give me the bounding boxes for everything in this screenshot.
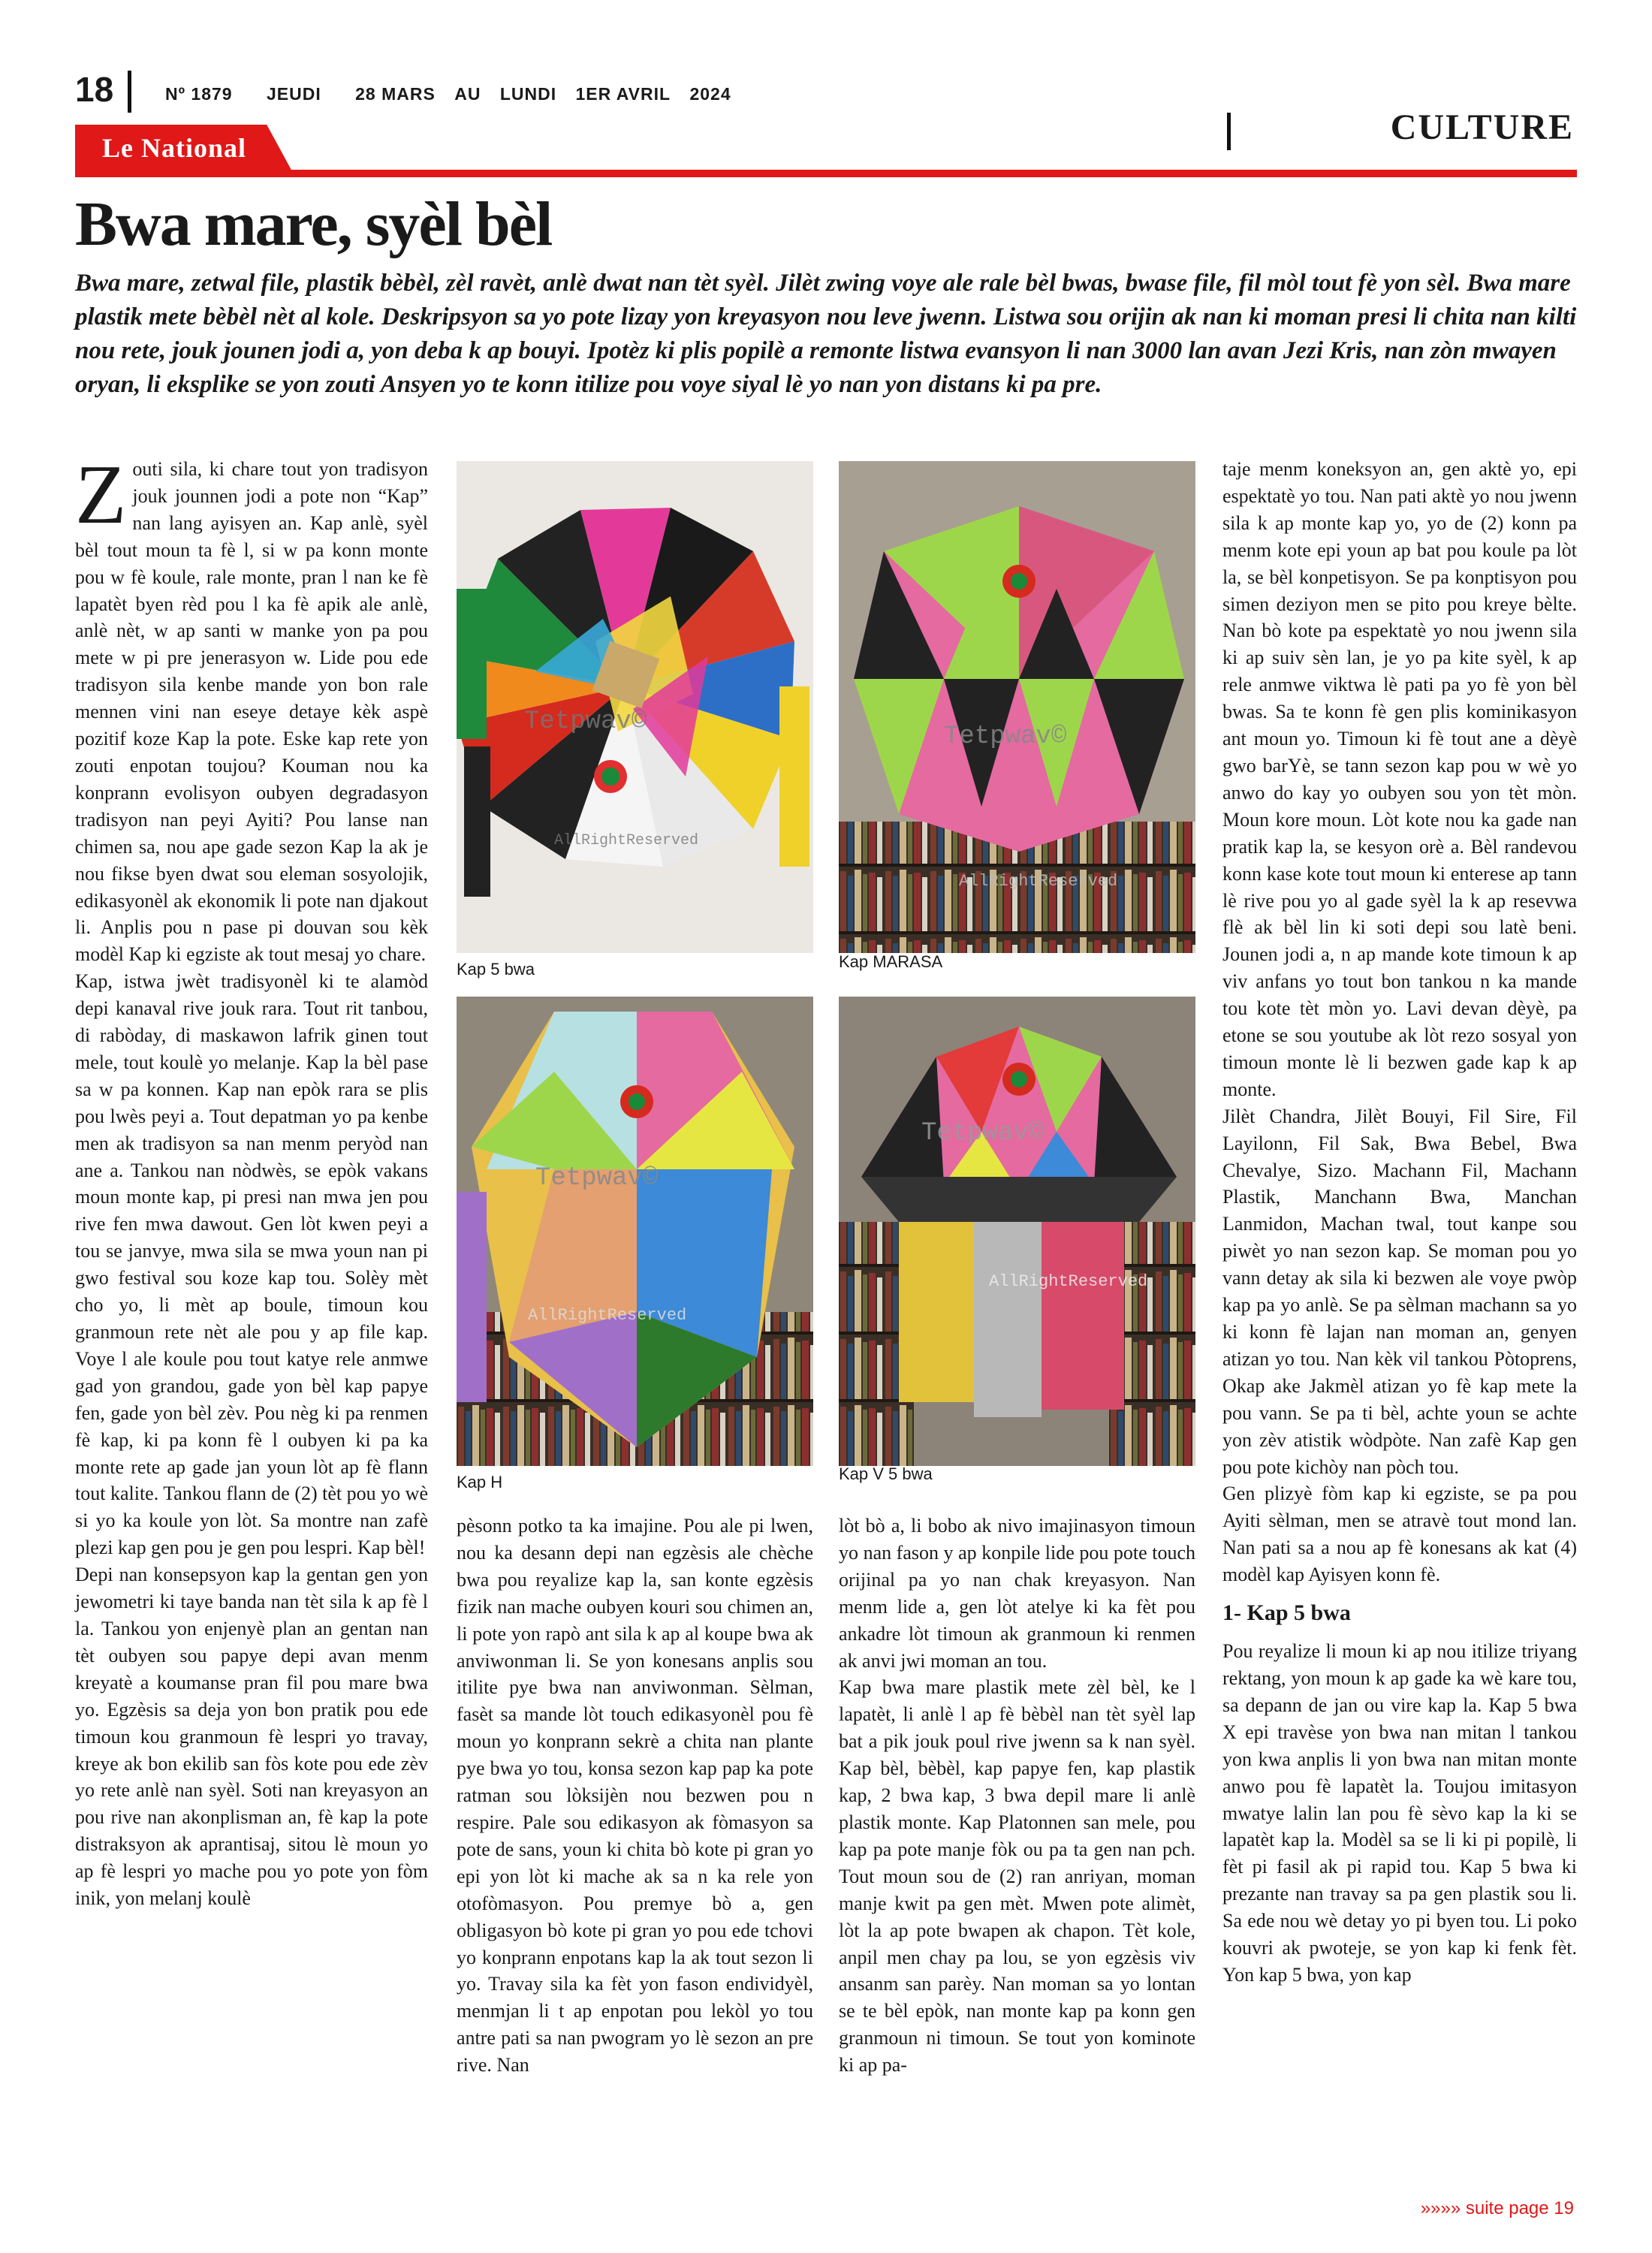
article-column-2 bbox=[457, 1513, 813, 2079]
header-rule bbox=[75, 170, 1577, 177]
issue-date-connector: AU bbox=[454, 84, 481, 104]
photo-watermark: Tetpwav© bbox=[921, 1119, 1045, 1148]
section-title: CULTURE bbox=[1390, 107, 1574, 147]
article-column-3 bbox=[839, 1513, 1195, 2079]
paragraph: Jilèt Chandra, Jilèt Bouyi, Fil Sire, Fil Layilonn, Fil Sak, Bwa Bebel, Bwa Chevalye, Sizo. Machann Fil, Machann Plastik, Manchann Bwa, Manchan Lanmidon, Machan twal, tout kanpe sou piwèt yo nan sezon kap. Se moman pou yo vann detay ak sila ki bezwen ale voye pwòp kap pa yo anlè. Se pa sèlman machann sa yo ki konn fè lajan nan moman an, genyen atizan yo tou. Nan kèk vil tankou Pòtoprens, Okap ake Jakmèl atizan yo fè kap mete la pou vann. Se pa ti bèl, achte youn se achte yon zèv atistik wòdpòte. Nan zafè Kap gen pou pote kichòy nan pòch tou. bbox=[1222, 1105, 1577, 1478]
page-number: 18 bbox=[75, 70, 114, 109]
issue-year: 2024 bbox=[689, 84, 731, 104]
subheading: 1- Kap 5 bwa bbox=[1222, 1600, 1351, 1626]
paragraph: Depi nan konsepsyon kap la gentan gen yon jewometri ki taye banda nan tèt sila k ap fè l la. Tankou yon enjenyè plan an gentan nan tèt oubyen sou papye depi avan menm kreyatè a koumanse pran fil pou mare bwa yo. Egzèsis sa deja yon bon pratik pou ede timoun kou granmoun fè lespri yo travay, kreye ak bon ekilib san fòs kote pou ede zèv yo rete anlè nan syèl. Soti nan kreyasyon an pou rive nan akonplisman an, fè kap la pote distraksyon ak aprantisaj, sitou lè moun yo ap fè lespri yo mache pou yo pote yon fòm inik, yon melanj koulè bbox=[75, 1564, 428, 1910]
drop-cap: Z bbox=[75, 448, 127, 541]
photo-kap-h bbox=[457, 997, 813, 1466]
issue-date-end: 1ER AVRIL bbox=[575, 84, 671, 104]
photo-watermark-secondary: AllRightReserved bbox=[554, 832, 699, 849]
photo-watermark: Tetpwav© bbox=[535, 1164, 659, 1193]
paragraph: Kap bwa mare plastik mete zèl bèl, ke l lapatèt, li anlè l ap fè bèbèl nan tèt syèl lap bat a pik jouk poul rive jwenn sa k nan syèl. Kap bèl, bèbèl, kap papye fen, kap plastik kap, 2 bwa kap, 3 bwa depil mare li anlè plastik monte. Kap Platonnen san mele, pou kap pa pote manje fòk ou pa ta gen nan pch. Tout moun sou de (2) ran anriyan, moman manje kwit pa gen mèt. Mwen pote alimèt, lòt la ap pote bwapen ak chapon. Tèt kole, anpil men chay pa lou, se yon egzèsis viv ansanm san parèy. Nan moman sa yo lontan se te bèl epòk, nan monte kap pa konn gen granmoun ni timoun. Se tout yon kominote ki ap pa- bbox=[839, 1676, 1195, 2077]
paragraph: lòt bò a, li bobo ak nivo imajinasyon timoun yo nan fason y ap konpile lide pou pote touch orijinal pa yo nan chak kreyasyon. Nan menm lide a, gen lòt atelye ki ka fèt pou ankadre lòt timoun ak granmoun ki renmen ak anvi jwi moman an tou. bbox=[839, 1515, 1195, 1672]
headline: Bwa mare, syèl bèl bbox=[75, 189, 552, 259]
photo-watermark-secondary: AllRightReserved bbox=[528, 1306, 687, 1325]
paragraph: Pou reyalize li moun ki ap nou itilize triyang rektang, yon moun k ap gade ka wè kare tou, sa depann de jan ou vire kap la. Kap 5 bwa X epi travèse yon bwa nan mitan l tankou yon kwa anplis li yon bwa nan mitan monte anwo pou fè lapatèt la. Toujou imitasyon mwatye lalin lan pou fè sèvo kap la ki se lapatèt kap la. Modèl sa se li ki pi popilè, li fèt pi fasil ak pi rapid tou. Kap 5 bwa ki prezante nan travay sa pa gen plastik sou li. Sa ede nou wè detay yo pi byen tou. Li poko kouvri ak pwoteje, se yon kap ki fenk fèt. Yon kap 5 bwa, yon kap bbox=[1222, 1640, 1577, 1986]
paragraph: outi sila, ki chare tout yon tradisyon jouk jounnen jodi a pote non “Kap” nan lang ayisyen an. Kap anlè, syèl bèl tout moun ta fè l, si w pa konn monte pou w fè koule, rale monte, pran l nan ke fè lapatèt byen rèd pou l ka fè apik ale anlè, anlè nèt, w ap santi w manke yon pa pou mete w pi pre jenerasyon w. Lide pou ede tradisyon sila kenbe mande yon bon rale mennen vini nan eseye detaye kèk aspè pozitif koze Kap la pote. Eske kap rete yon zouti enpotan toujou? Kouman nou ka konprann evolisyon oubyen degradasyon tradisyon nan peyi Ayiti? Pou lanse nan chimen sa, nou ape gade sezon Kap la ak je nou fikse byen dwat sou eleman sosyolojik, edikasyonèl ak ekonomik li pote nan djakout li. Anplis pou n pase pi douvan sou kèk modèl Kap ki egziste ak tout mesaj yo chare. bbox=[75, 458, 428, 966]
paragraph: Gen plizyè fòm kap ki egziste, se pa pou Ayiti sèlman, men se atravè tout mond lan. Nan pati sa a nou ap fè konesans ak kat (4) modèl kap Ayisyen konn fè. bbox=[1222, 1482, 1577, 1586]
header-divider bbox=[128, 71, 131, 113]
article-column-4 bbox=[1222, 456, 1577, 1989]
photo-watermark: Tetpwav© bbox=[524, 707, 647, 736]
issue-line bbox=[165, 84, 760, 104]
paragraph: taje menm koneksyon an, gen aktè yo, epi espektatè yo tou. Nan pati aktè yo nou jwenn sila k ap monte kap yo, yo de (2) konn pa menm kote epi youn ap bat pou koule pa lòt la, se bèl konpetisyon. Se pa konptisyon pou simen deziyon men se pito pou kreye bèlte. Nan bò kote pa espektatè yo nou jwenn sila ki ap suiv sèn lan, je yo pa kite syèl, k ap rele anmwe viktwa lè pati pa yo fè yon bèl bwas. Sa te konn fè gen plis kominikasyon ant moun yo. Timoun ki fè tout ane a dèyè gwo barYè, se tann sezon kap pou w wè yo anwo do kay yo oubyen sou yon tèt mòn. Moun kore moun. Lòt kote nou ka gade nan pratik kap la, se kesyon orè a. Bèl randevou konn kase kote tout moun ki enterese ap tann lè rive pou yo al gade syèl la k ap resevwa flè ak bèl lin ki soti depi sou latè beni. Jounen jodi a, n ap mande kote timoun k ap viv anfans yo tout bon tankou n ka mande tou kote tèt mòn yo. Lavi devan dèyè, pa etone se sou youtube ak lòt rezo sosyal yon timoun monte lè li bezwen gade kap k ap monte. bbox=[1222, 458, 1577, 1100]
issue-number: Nº 1879 bbox=[165, 84, 233, 104]
issue-date-start: 28 MARS bbox=[355, 84, 436, 104]
issue-day-end: LUNDI bbox=[499, 84, 557, 104]
paragraph: pèsonn potko ta ka imajine. Pou ale pi lwen, nou ka desann depi nan egzèsis ale chèche bwa pou reyalize kap la, san konte egzèsis fizik nan mache oubyen kouri sou chimen an, li pote yon rapò ant sila k ap al koupe bwa ak anviwonman li. Se yon konesans anplis sou itilite pye bwa nan anviwonman. Sèlman, fasèt sa mande lòt touch edikasyonèl pou fè moun yo konprann sekrè a chita nan plante pye bwa yo tou, konsa sezon kap pap ka pote ratman sou lòksijèn nou bezwen pou n respire. Pale sou edikasyon ak fòmasyon sa pote de sans, youn ki chita bò kote pi gran yo epi yon lòt ki mache ak sa n ka rele yon otofòmasyon. Pou premye bò a, gen obligasyon bò kote pi gran yo pou ede tchovi yo konprann enpotans kap la ak tout sezon li yo. Travay sila ka fèt yon fason endividyèl, menmjan li t ap enpotan pou lekòl yo tou antre pati sa nan pwogram yo lè sezon an pre rive. Nan bbox=[457, 1515, 813, 2077]
photo-kap-marasa bbox=[839, 461, 1195, 953]
photo-watermark-secondary: AllRightReserved bbox=[959, 872, 1118, 891]
issue-day-start: JEUDI bbox=[266, 84, 321, 104]
photo-caption: Kap 5 bwa bbox=[457, 960, 535, 979]
paragraph: Kap, istwa jwèt tradisyonèl ki te alamòd depi kanaval rive jouk rara. Tout rit tanbou, di rabòday, di maskawon lafrik ginen tout mele, tout koulè yo melanje. Kap la bèl pase sa w pa konnen. Kap nan epòk rara se plis pou lwès peyi a. Tout depatman yo pa kenbe men ak tradisyon sa nan menm peryòd nan ane a. Tankou nan nòdwès, se epòk vakans moun monte kap, pi presi nan mwa jen pou rive fen mwa dawout. Gen lòt kwen peyi a tou se janvye, mwa sila se mwa youn nan pi gwo festival sou koze kap tou. Solèy mèt cho yo, li mèt ap boule, timoun kou granmoun rete nèt ale pou y ap file kap. Voye l ale koule pou tout katye rele anmwe gad yon grandou, gade yon bèl kap papye fen, gade yon bèl zèv. Pou nèg ki pa renmen fè kap, ki pa konn fè l oubyen ki pa ka monte rete ap gade jan youn lòt ap fè flann tout kalite. Tankou flann de (2) tèt pou yo wè si yo ka koule yon lòt. Sa montre nan zafè plezi kap gen pou je gen pou lespri. Kap bèl! bbox=[75, 970, 428, 1559]
photo-kap-5-bwa bbox=[457, 461, 813, 953]
photo-watermark-secondary: AllRightReserved bbox=[989, 1272, 1148, 1291]
photo-kap-v-5-bwa bbox=[839, 997, 1195, 1466]
section-divider bbox=[1227, 113, 1231, 150]
photo-caption: Kap H bbox=[457, 1473, 503, 1491]
article-column-1 bbox=[75, 448, 428, 1912]
continued-link[interactable]: »»»» suite page 19 bbox=[1420, 2198, 1574, 2218]
photo-watermark: Tetpwav© bbox=[944, 722, 1067, 751]
photo-caption: Kap V 5 bwa bbox=[839, 1464, 933, 1483]
publication-name: Le National bbox=[102, 133, 247, 163]
standfirst: Bwa mare, zetwal file, plastik bèbèl, zèl ravèt, anlè dwat nan tèt syèl. Jilèt zwing voye ale rale bèl bwas, bwase file, fil mòl tout fè yon sèl. Bwa mare plastik mete bèbèl nèt al kole. Deskripsyon sa yo pote lizay yon kreyasyon nou leve jwenn. Listwa sou orijin ak nan ki moman presi li chita nan kilti nou rete, jouk jounen jodi a, yon deba k ap bouyi. Ipotèz ki plis popilè a remonte listwa evansyon li nan 3000 lan avan Jezi Kris, nan zòn mwayen oryan, li eksplike se yon zouti Ansyen yo te konn itilize pou voye siyal lè yo nan yon distans ki pa pre. bbox=[75, 270, 1577, 398]
photo-caption: Kap MARASA bbox=[839, 952, 943, 971]
